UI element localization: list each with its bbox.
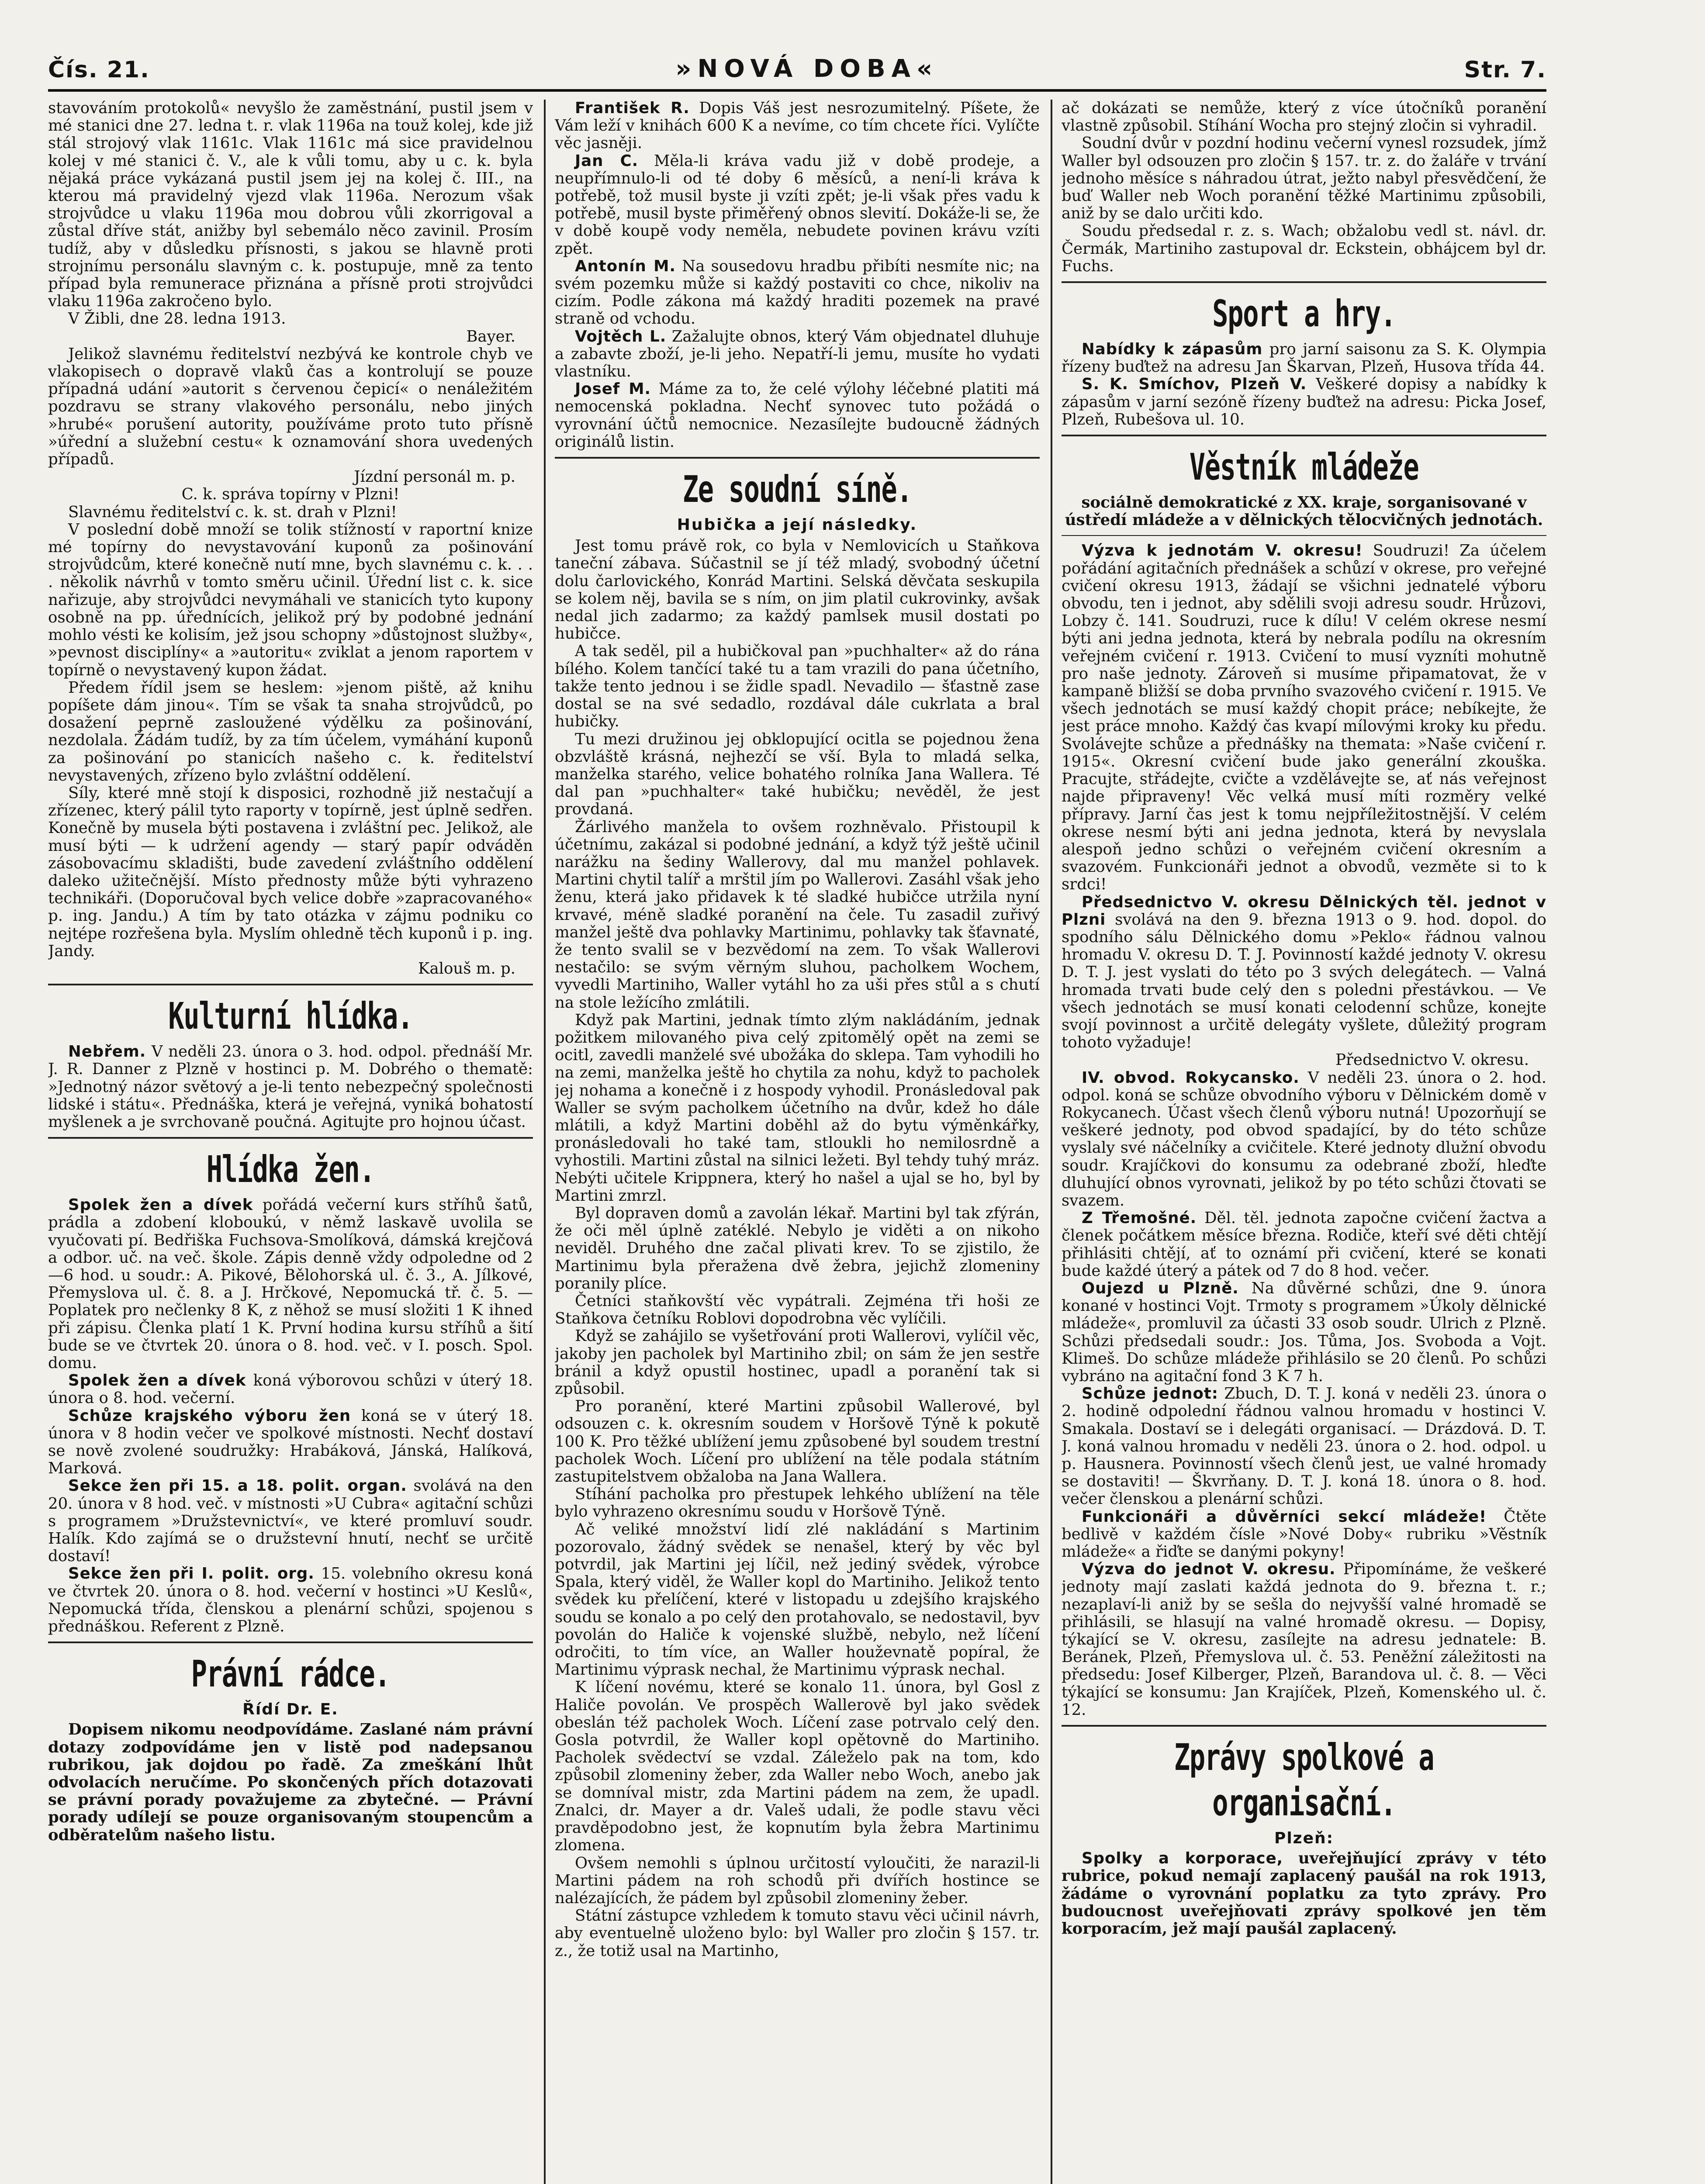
item-lead: Výzva k jednotám V. okresu! bbox=[1082, 542, 1363, 560]
item-lead: Předsednictvo V. okresu Dělnických těl. jednot v Plzni bbox=[1062, 893, 1546, 929]
section-divider bbox=[48, 1641, 533, 1643]
item-lead: Z Třemošné. bbox=[1082, 1209, 1197, 1227]
item-lead: Sekce žen při I. polit. org. bbox=[68, 1565, 315, 1583]
section-divider bbox=[1062, 1725, 1546, 1727]
item-text: V neděli 23. února o 3. hod. odpol. přednáší Mr. J. R. Danner z Plzně v hostinci p. M. Dobrého o thematě: »Jednotný názor světový a je-li tento nebezpečný společnosti lidské i státu«. Přednáška, která je veřejná, vyniká bohatostí myšlenek a je svrchovaně poučná. Agitujte pro hojnou účast. bbox=[48, 1043, 533, 1131]
news-item bbox=[1062, 1508, 1546, 1561]
item-text: Zbuch, D. T. J. koná v neděli 23. února o 2. hodině odpolední řádnou valnou hromadu v hostinci V. Smakala. Dostaví se i delegáti organisací. — Drázdová. D. T. J. koná valnou hromadu v neděli 23. února o 2. hod. odpol. u p. Hausnera. Povinností všech členů jest, ue valné hromady se dostaviti! — Škvrňany. D. T. J. koná 18. února o 8. hod. večer členskou a plenární schůzi. bbox=[1062, 1385, 1546, 1508]
section-divider bbox=[1062, 281, 1546, 283]
section-divider bbox=[555, 457, 1040, 459]
news-item bbox=[1062, 894, 1546, 1052]
section-divider bbox=[1062, 435, 1546, 436]
signature: Kalouš m. p. bbox=[418, 959, 515, 978]
article-headline: Hubička a její následky. bbox=[677, 516, 918, 534]
letter-address: C. k. správa topírny v Plzni! bbox=[181, 485, 400, 504]
section-editor: Řídí Dr. E. bbox=[242, 1700, 339, 1719]
article-text: Ač veliké množství lidí zlé nakládání s Martinim pozorovalo, žádný svědek se nenašel, který by věc byl potvrdil, jak Martini jej líčil, než jediný svědek, výrobce Spala, který viděl, že Waller kopl do Martiniho. Jelikož tento svědek ku přelíčení, které v listopadu u zdejšího krajského soudu se konalo a po celý den protahovalo, se nedostavil, byv povolán do Haliče k vojenské službě, nebylo, než líčení odročiti, to tím více, an Waller houževnatě popíral, že Martinimu výprask nechal, že Martinimu výprask nechal. bbox=[555, 1520, 1040, 1679]
article-text: Soudní dvůr v pozdní hodinu večerní vynesl rozsudek, jímž Waller byl odsouzen pro zločin § 157. tr. z. do žaláře v trvání jednoho měsíce s náhradou útrat, ježto nabyl přesvědčení, že buď Waller neb Woch poranění těžké Martinimu způsobili, aniž by se dalo určiti kdo. bbox=[1062, 134, 1546, 223]
article-text: Četníci staňkovští věc vypátrali. Zejména tři hoši ze Staňkova četníku Roblovi dopodrobna věc vylíčili. bbox=[555, 1292, 1040, 1328]
news-item bbox=[1062, 542, 1546, 893]
column-1 bbox=[48, 100, 533, 2184]
column-3 bbox=[1062, 100, 1546, 2184]
item-lead: Antonín M. bbox=[575, 257, 676, 275]
item-lead: S. K. Smíchov, Plzeň V. bbox=[1082, 375, 1307, 394]
news-item bbox=[1062, 376, 1546, 429]
article-text: Jelikož slavnému ředitelství nezbývá ke kontrole chyb ve vlakopisech o dopravě vlaků čas a kontrolují se pouze případná udání »autorit s červenou čepicí« o nenáležitém pozdravu se strany vlakového personálu, nebo jiných »hrubé« porušení autority, používáme proto tuto přísně »úřední a služební cestu« k oznamování shora uvedených případů. bbox=[48, 345, 533, 469]
article-text: Když se zahájilo se vyšetřování proti Wallerovi, vylíčil věc, jakoby jen pacholek byl Martiniho zbil; on sám že jen sestře bránil a když opustil hostinec, upadl a poranění tak si způsobil. bbox=[555, 1327, 1040, 1398]
news-item bbox=[1062, 341, 1546, 376]
article-text: K líčení novému, které se konalo 11. února, byl Gosl z Haliče povolán. Ve prospěch Wallerově byl jako svědek obeslán též pacholek Woch. Líčení zase potrvalo celý den. Gosla potvrdil, že Waller kopl opětovně do Martiniho. Pacholek svědectví se vzdal. Záleželo pak na tom, kdo způsobil zlomeniny žeber, zda Waller nebo Woch, anebo jak se domníval mistr, zda Martini pádem na zem, že upadl. Znalci, dr. Mayer a dr. Valeš udali, že podle stavu věci pravděpodobno jest, že kopnutím byla žebra Martinimu zlomena. bbox=[555, 1678, 1040, 1855]
signature: Předsednictvo V. okresu. bbox=[1335, 1051, 1529, 1069]
item-lead: Spolky a korporace, bbox=[1082, 1849, 1283, 1868]
news-item bbox=[48, 1407, 533, 1478]
item-text: Soudruzi! Za účelem pořádání agitačních přednášek a schůzí v okrese, pro veřejné cvičení okresu 1913, žádají se všichni jednatelé výboru obvodu, ten i jednot, aby sdělili svoji adresu soudr. Hrůzovi, Lobzy č. 141. Soudruzi, ruce k dílu! V celém okrese nesmí býti ani jedna jednota, která by nebrala podílu na okresním veřejném cvičení r. 1913. Cvičení to musí vyzníti mohutně pro naše jednoty. Zároveň si musíme připamatovat, že v kampaně bližší se doba prvního svazového cvičení r. 1915. Ve všech jednotách se musí každý chopit práce; nebíkejte, že jest práce mnoho. Každý čas kvapí mílovými kroky ku předu. Svolávejte schůze a přednášky na themata: »Naše cvičení r. 1915«. Okresní cvičení bude jako generální zkouška. Pracujte, střádejte, cvičte a vzdělávejte se, ať nás veřejnost najde připraveny! Věc velká musí míti rozměry velké přípravy. Jarní čas jest k tomu nejpříležitostnější. V celém okrese nesmí býti ani jedna jednota, která by nevyslala alespoň jedno schůzi o veřejném cvičení okresním a svazovém. Funkcionáři jednot a obvodů, vezměte si to k srdci! bbox=[1062, 542, 1546, 894]
item-text: pořádá večerní kurs stříhů šatů, prádla a zdobení kloboukú, v němž laskavě uvolila se vyučovati pí. Bedřiška Fuchsova-Smolíková, dámská krejčová a odbor. uč. na več. škole. Zápis denně vždy odpoledne od 2—6 hod. u soudr.: A. Pikové, Bělohorská ul. č. 3., A. Jílkové, Přemyslova ul. č. 8. a J. Hrčkové, Nepomucká tř. č. 5. — Poplatek pro nečlenky 8 K, z něhož se musí složiti 1 K ihned při zápisu. Členka platí 1 K. První hodina kursu stříhů a šití bude se ve čtvrtek 20. února o 8. hod. več. v I. posch. Spol. domu. bbox=[48, 1196, 533, 1372]
article-text: Státní zástupce vzhledem k tomuto stavu věci učinil návrh, aby eventuelně uloženo bylo: byl Waller pro zločin § 157. tr. z., že totiž usal na Martinho, bbox=[555, 1907, 1040, 1960]
item-lead: František R. bbox=[575, 100, 690, 117]
item-lead: IV. obvod. Rokycansko. bbox=[1082, 1068, 1300, 1087]
article-text: Předem řídil jsem se heslem: »jenom piště, až knihu popíšete dám jinou«. Tím se však ta snaha strojvůdců, po dosažení peprně zasloužené výdělku za pošinování, nezdolala. Žádám tudíž, by za tím účelem, vymáhání kuponů za pošinování po stanicích našeho c. k. ředitelství nevystavených, zřízeno bylo zvláštní oddělení. bbox=[48, 678, 533, 784]
item-text: Na důvěrné schůzi, dne 9. února konané v hostinci Vojt. Trmoty s programem »Úkoly dělnické mládeže«, promluvil za účasti 33 osob soudr. Ulrich z Plzně. Schůzi předsedali soudr.: Jos. Tůma, Jos. Svoboda a Vojt. Klimeš. Do schůze mládeže přihlásilo se 20 členů. Po schůzi vybráno na agitační fond 3 K 7 h. bbox=[1062, 1279, 1546, 1385]
section-heading-vestnik-mladeze: Věstník mládeže bbox=[1189, 446, 1419, 489]
section-subtitle: sociálně demokratické z XX. kraje, sorganisované v ústředí mládeže a v dělnických tělocvičných jednotách. bbox=[1065, 494, 1543, 529]
issue-number: Čís. 21. bbox=[48, 57, 150, 83]
news-item bbox=[1062, 1069, 1546, 1210]
section-heading-ze-soudni-sine: Ze soudní síně. bbox=[682, 468, 912, 511]
news-item bbox=[48, 1196, 533, 1372]
item-text: svolává na den 20. února v 8 hod. več. v místnosti »U Cubra« agitační schůzi s programem »Družstevnictví«, ve které promluví soudr. Halík. Kdo zajímá se o družstevní hnutí, nechť se určitě dostaví! bbox=[48, 1477, 533, 1565]
article-text: A tak seděl, pil a hubičkoval pan »puchhalter« až do rána bílého. Kolem tančící také tu a tam vrazili do pana účetního, takže tento jednou i se židle spadl. Nevadilo — šťastně zase dostal se na své sedadlo, rozdával dále cukrlata a bral hubičky. bbox=[555, 642, 1040, 731]
item-lead: Josef M. bbox=[575, 380, 651, 398]
item-text: uveřejňující zprávy v této rubrice, pokud nemají zaplacený paušál na rok 1913, žádáme o vyrovnání poplatku za tyto zprávy. Pro budoucnost uveřejňovati zprávy spolkové jen těm korporacím, jež mají paušál zaplacený. bbox=[1062, 1849, 1546, 1938]
item-text: Máme za to, že celé výlohy léčebné platiti má nemocenská pokladna. Nechť synovec tuto požádá o vyrovnání účtů nemocnice. Nezasílejte budoucně žádných originálů listin. bbox=[555, 380, 1040, 451]
item-text: Děl. těl. jednota započne cvičení žactva a členek počátkem měsíce března. Rodiče, kteří své děti chtějí přihlásiti chtějí, ať to oznámí při cvičení, které se konati bude každé úterý a pátek od 7 do 8 hod. večer. bbox=[1062, 1209, 1546, 1280]
news-item bbox=[48, 1565, 533, 1635]
item-text: koná se v úterý 18. února v 8 hodin večer ve spolkové místnosti. Nechť dostaví se nově zvolené soudružky: Hrabáková, Jánská, Halíková, Marková. bbox=[48, 1406, 533, 1478]
item-text: Čtěte bedlivě v každém čísle »Nové Doby« rubriku »Věstník mládeže« a řiďte se danými pokyny! bbox=[1062, 1507, 1546, 1561]
item-lead: Nabídky k zápasům bbox=[1082, 340, 1263, 359]
article-text: Pro poranění, které Martini způsobil Wallerové, byl odsouzen c. k. okresním soudem v Horšově Týně k pokutě 100 K. Pro těžké ublížení jemu způsobené byl soudem trestní pacholek Woch. Líčení pro ublížení na těle podala státním zastupitelstvem obžaloba na Jana Wallera. bbox=[555, 1397, 1040, 1486]
section-heading-sport-a-hry: Sport a hry. bbox=[1212, 292, 1396, 335]
item-lead: Schůze jednot: bbox=[1082, 1385, 1218, 1403]
article-text: Ovšem nemohli s úplnou určitostí vyloučiti, že narazil-li Martini pádem na roh schodů při dvířích hostince se nalézajících, že pádem byl způsobil zlomeniny žeber. bbox=[555, 1854, 1040, 1907]
section-heading-pravni-radce: Právní rádce. bbox=[191, 1652, 390, 1696]
item-text: 15. volebního okresu koná ve čtvrtek 20. února o 8. hod. večerní v hostinci »U Keslů«, Nepomucká třída, členskou a plenární schůzi, spojenou s přednáškou. Referent z Plzně. bbox=[48, 1565, 533, 1636]
article-text: Jest tomu právě rok, co byla v Nemlovicích u Staňkova taneční zábava. Súčastnil se jí též mladý, svobodný účetní dolu čarlovického, Konrád Martini. Selská děvčata seskupila se kolem něj, bavila se s ním, on jim platil cukrovinky, avšak nedal jich zadarmo; za každý pamlsek musil dostati po hubičce. bbox=[555, 537, 1040, 643]
item-lead: Výzva do jednot V. okresu. bbox=[1082, 1560, 1336, 1579]
item-text: svolává na den 9. března 1913 o 9. hod. dopol. do spodního sálu Dělnického domu »Peklo« řádnou valnou hromadu V. okresu D. T. J. Povinností každé jednoty V. okresu D. T. J. jest vyslati do této po 3 svých delegátech. — Valná hromada trvati bude celý den s poledni přestávkou. — Ve všech jednotách se musí konati celodenní schůze, konejte svojí povinnost a určitě delegáty vyšlete, důležitý program tohoto vyžaduje! bbox=[1062, 910, 1546, 1052]
article-text: Když pak Martini, jednak tímto zlým nakládáním, jednak požitkem milovaného piva celý zpitomělý opět na zemi se ocitl, zavedli manželé své ubožáka do sklepa. Tam vyhodili ho na zemi, manželka ještě ho chytila za nohu, když to pacholek jej nohama a konečně i z hospody vyhodil. Pronásledoval pak Waller se svým pacholkem účetního na dvůr, kdež ho dále mlátili, a když Martini doběhl až do bytu výměnkářky, pronásledovali ho také tam, stloukli ho nemilosrdně a vyhostili. Martini zůstal na silnici ležeti. Byl tehdy tuhý mráz. Nebýti učitele Krippnera, který ho našel a ujal se ho, byl by Martini zmrzl. bbox=[555, 1011, 1040, 1205]
article-text: Byl dopraven domů a zavolán lékař. Martini byl tak zfýrán, že oči měl úplně zatéklé. Nebylo je viděti a on nikoho neviděl. Druhého dne začal plivati krev. To se zjistilo, že Martinimu byla přeražena dvě žebra, jejichž zlomeniny poranily plíce. bbox=[555, 1204, 1040, 1292]
news-item bbox=[1062, 1385, 1546, 1508]
page-number: Str. 7. bbox=[1464, 57, 1546, 83]
article-text: stavováním protokolů« nevyšlo že zaměstnání, pustil jsem v mé stanici dne 27. ledna t. r. vlak 1196a na touž kolej, kde již stál strojový vlak 1161c. Vlak 1161c má sice pravidelnou kolej v mé stanici č. V., ale k vůli tomu, aby u c. k. byla nějaká práce vykázaná pustil jsem jej na kolej č. III., na kterou má pravidelný vjezd vlak 1196a. Nerozum však strojvůdce u vlaku 1196a mou dobrou vůli zkorrigoval a zůstal dříve stát, anižby byl sebemálo něco zavinil. Prosím tudíž, aby v důsledku přísnosti, s jakou se hlavně proti strojnímu personálu slavným c. k. postupuje, mně za tento případ byla remunerace přiznána a přísně proti strojvůdci vlaku 1196a zakročeno bylo. bbox=[48, 100, 533, 311]
item-text: Zažalujte obnos, který Vám objednatel dluhuje a zabavte zboží, je-li jeho. Nepatří-li jemu, musíte ho vydati vlastníku. bbox=[555, 327, 1040, 381]
item-lead: Sekce žen při 15. a 18. polit. organ. bbox=[68, 1477, 407, 1495]
news-item bbox=[1062, 1561, 1546, 1719]
news-item bbox=[48, 1043, 533, 1131]
legal-answer bbox=[555, 380, 1040, 451]
news-item bbox=[48, 1477, 533, 1565]
item-lead: Spolek žen a dívek bbox=[68, 1196, 253, 1214]
item-lead: Nebřem. bbox=[68, 1043, 146, 1061]
signature: Bayer. bbox=[466, 327, 515, 346]
section-divider bbox=[1062, 535, 1546, 536]
section-heading-hlidka-zen: Hlídka žen. bbox=[206, 1148, 375, 1191]
section-divider bbox=[48, 984, 533, 985]
news-item bbox=[1062, 1280, 1546, 1385]
item-lead: Vojtěch L. bbox=[575, 327, 667, 346]
legal-notice: Dopisem nikomu neodpovídáme. Zaslané nám právní dotazy zodpovídáme jen v listě pod nadepsanou rubrikou, jak dojdou po řadě. Za zmeškání lhůt odvolacích neručíme. Po skončených přích dotazovati se právní porady považujeme za zbytečné. — Právní porady udílejí se pouze organisovaným stoupencům a odběratelům našeho listu. bbox=[48, 1721, 533, 1844]
legal-answer bbox=[555, 258, 1040, 328]
item-text: Na sousedovu hradbu přibíti nesmíte nic; na svém pozemku může si každý postaviti co chce, nikoliv na cizím. Podle zákona má každý hraditi pozemek na pravé straně od vchodu. bbox=[555, 257, 1040, 328]
legal-answer bbox=[555, 152, 1040, 258]
newspaper-title: »NOVÁ DOBA« bbox=[675, 55, 939, 83]
section-heading-zpravy-spolkove: Zprávy spolkové a organisační. bbox=[1174, 1736, 1434, 1825]
item-lead: Jan C. bbox=[575, 152, 639, 170]
news-item bbox=[48, 1372, 533, 1407]
signature: Jízdní personál m. p. bbox=[354, 468, 515, 486]
legal-answer bbox=[555, 100, 1040, 152]
section-divider bbox=[48, 1137, 533, 1139]
news-item bbox=[1062, 1850, 1546, 1938]
item-text: koná výborovou schůzi v úterý 18. února o 8. hod. večerní. bbox=[48, 1372, 533, 1407]
item-lead: Oujezd u Plzně. bbox=[1082, 1279, 1239, 1297]
item-text: V neděli 23. února o 2. hod. odpol. koná se schůze obvodního výboru v Dělnickém domě v Rokycanech. Účast všech členů výboru nutná! Upozorňují se veškeré jednoty, pod obvod spadající, by do této schůze vyslaly své náčelníky a cvičitele. Které jednoty dlužní obvodu soudr. Krajíčkovi do konsumu za odebrané zboží, hleďte dluhující obnos vyrovnati, jelikož by po této schůzi čtovati se svazem. bbox=[1062, 1068, 1546, 1209]
item-lead: Funkcionáři a důvěrníci sekcí mládeže! bbox=[1082, 1507, 1487, 1526]
article-text: Stíhání pacholka pro přestupek lehkého ublížení na těle bylo vyhrazeno okresnímu soudu v Horšově Týně. bbox=[555, 1485, 1040, 1521]
item-text: Měla-li kráva vadu již v době prodeje, a neupřímnulo-li od té doby 6 měsíců, a není-li kráva k potřebě, tož musil byste ji vzíti zpět; je-li však přes vadu k potřebě, musil byste přiměřený obnos slevití. Dokáže-li se, že v době koupě vody neměla, nebudete povinen krávu vzíti zpět. bbox=[555, 152, 1040, 258]
item-lead: Schůze krajského výboru žen bbox=[68, 1406, 351, 1425]
column-2 bbox=[555, 100, 1040, 2184]
legal-answer bbox=[555, 328, 1040, 381]
article-text: Tu mezi družinou jej obklopující ocitla se pojednou žena obzvláště krásná, nejhezčí se vší. Byla to mladá selka, manželka starého, velice bohatého rolníka Jana Wallera. Té dal pan »puchhalter« také hubičku; nevěděl, že jest provdaná. bbox=[555, 730, 1040, 819]
item-text: pro jarní saisonu za S. K. Olympia řízeny buďtež na adresu Jan Škarvan, Plzeň, Husova třída 44. bbox=[1062, 340, 1546, 376]
item-text: Dopis Váš jest nesrozumitelný. Píšete, že Vám leží v knihách 600 K a nevíme, co tím chcete říci. Vylíčte věc jasněji. bbox=[555, 100, 1040, 152]
article-text: ač dokázati se nemůže, který z více útočníků poranění vlastně způsobil. Stíhání Wocha pro stejný zločin si vyhradil. bbox=[1062, 100, 1546, 135]
article-text: V poslední době množí se tolik stížností v raportní knize mé topírny do nevystavování kuponů za pošinování strojvůdcům, které konečně nutí mne, bych slavnému c. k. . . . několik návrhů v tomto směru učinil. Úřední list c. k. sice nařizuje, aby strojvůdci nevymáhali ve stanicích tyto kupony osobně na pp. úřednících, jelikož prý by podobné jednání mohlo vésti ke kolisím, jež jsou schopny »důstojnost služby«, »pevnost disciplíny« a »autoritu« zviklat a jenom raportem v topírně o nevystavený kupon žádat. bbox=[48, 520, 533, 679]
newspaper-page bbox=[48, 48, 1546, 2184]
masthead bbox=[48, 48, 1546, 92]
article-text: Žárlivého manžela to ovšem rozhněvalo. Přistoupil k účetnímu, zakázal si podobné jednání, a když týž ještě učinil narážku na šediny Wallerovy, dal mu manžel pohlavek. Martini chytil talíř a mrštil jím po Wallerovi. Zasáhl však jeho ženu, která jako přidavek k té sladké hubičce utržila nyní krvavé, méně sladké poranění na čele. Tu zasadil zuřivý manžel ještě dva pohlavky Martinimu, pohlavky tak šťavnaté, že tento svalil se v bezvědomí na zem. To však Wallerovi nestačilo: se svým věrným sluhou, pacholkem Wochem, vyvedli Martiniho, Waller vytáhl ho za uši přes stůl a s chutí na stole ležícího zmlátili. bbox=[555, 818, 1040, 1012]
letter-address: Slavnému ředitelství c. k. st. drah v Plzni! bbox=[68, 503, 397, 521]
article-text: V Žibli, dne 28. ledna 1913. bbox=[68, 310, 286, 328]
news-item bbox=[1062, 1209, 1546, 1280]
section-heading-kulturni-hlidka: Kulturní hlídka. bbox=[168, 995, 413, 1038]
item-lead: Spolek žen a dívek bbox=[68, 1372, 246, 1390]
item-text: Připomínáme, že veškeré jednoty mají zaslati každá jednota do 9. března t. r.; nezaplaví-li aniž by se sešla do nejvyšší valné hromadě se přihlásili, se hlasují na valné hromadě okresu. — Dopisy, týkající se V. okresu, zasílejte na adresu jednatele: B. Beránek, Plzeň, Přemyslova ul. č. 53. Peněžní záležitosti na předsedu: Josef Kilberger, Plzeň, Barandova ul. č. 8. — Věci týkající se konsumu: Jan Krajíček, Plzeň, Komenského ul. č. 12. bbox=[1062, 1560, 1546, 1719]
item-text: Veškeré dopisy a nabídky k zápasům v jarní sezóně řízeny buďtež na adresu: Picka Josef, Plzeň, Rubešova ul. 10. bbox=[1062, 375, 1546, 429]
place-heading: Plzeň: bbox=[1274, 1829, 1334, 1848]
article-text: Soudu předsedal r. z. s. Wach; obžalobu vedl st. návl. dr. Čermák, Martiniho zastupoval dr. Eckstein, obhájcem byl dr. Fuchs. bbox=[1062, 222, 1546, 275]
article-text: Síly, které mně stojí k disposici, rozhodně již nestačují a zřízenec, který pálil tyto raporty v topírně, jest úplně sedřen. Konečně by musela býti postavena i zvláštní pec. Jelikož, ale musí býti — k udržení agendy — starý papír odváděn zásobovacímu skladišti, bude zavedení zvláštního oddělení daleko užitečnější. Místo přednosty může býti vyhrazeno technikáři. (Doporučoval bych velice dobře »zapracovaného« p. ing. Jandu.) A tím by tato otázka v zájmu podniku co nejtépe rozřešena byla. Myslím ohledně těch kuponů i p. ing. Jandy. bbox=[48, 784, 533, 960]
